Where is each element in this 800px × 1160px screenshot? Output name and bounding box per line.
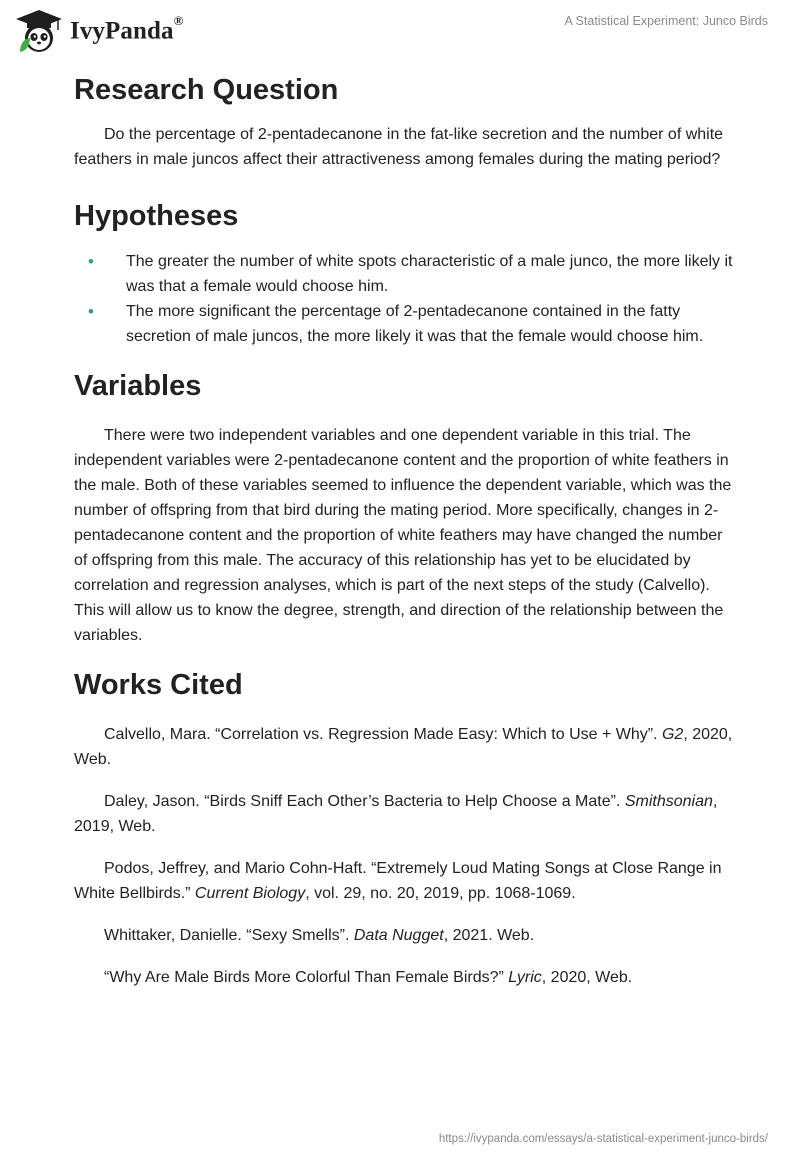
citation-list — [74, 722, 734, 990]
source-url-link[interactable]: https://ivypanda.com/essays/a-statistical-experiment-junco-birds/ — [438, 1133, 768, 1145]
citation-entry: Whittaker, Danielle. “Sexy Smells”. Data Nugget, 2021. Web. — [104, 927, 535, 944]
brand-name: IvyPanda® — [70, 12, 184, 45]
document-title: A Statistical Experiment: Junco Birds — [564, 14, 768, 28]
paragraph: Do the percentage of 2-pentadecanone in the fat-like secretion and the number of white feathers in male juncos affect their attractiveness among females during the mating period? — [74, 126, 724, 168]
section-heading: Variables — [74, 370, 202, 402]
research-question-section — [74, 70, 734, 172]
works-cited-section — [74, 665, 734, 990]
citation-entry: Calvello, Mara. “Correlation vs. Regression Made Easy: Which to Use + Why”. G2, 2020, Web. — [74, 726, 733, 768]
citation-entry: “Why Are Male Birds More Colorful Than Female Birds?” Lyric, 2020, Web. — [104, 969, 633, 986]
panda-graduate-icon — [14, 8, 64, 54]
section-heading: Works Cited — [74, 669, 243, 701]
variables-section — [74, 366, 734, 648]
section-heading: Hypotheses — [74, 200, 239, 232]
brand-logo[interactable] — [14, 8, 183, 54]
citation-entry: Podos, Jeffrey, and Mario Cohn-Haft. “Extremely Loud Mating Songs at Close Range in White Bellbirds.” Current Biology, vol. 29, no. 20, 2019, pp. 1068-1069. — [74, 860, 722, 902]
list-item: • The greater the number of white spots characteristic of a male junco, the more likely it was that a female would choose him. — [74, 249, 734, 299]
page-header — [0, 0, 800, 62]
essay-content — [74, 70, 734, 990]
citation-entry: Daley, Jason. “Birds Sniff Each Other’s Bacteria to Help Choose a Mate”. Smithsonian, 2019, Web. — [74, 793, 718, 835]
bullet-icon: • — [88, 252, 94, 271]
list-item: • The more significant the percentage of 2-pentadecanone contained in the fatty secretion of male juncos, the more likely it was that the female would choose him. — [74, 299, 734, 349]
hypotheses-section — [74, 196, 734, 349]
paragraph: There were two independent variables and one dependent variable in this trial. The independent variables were 2-pentadecanone content and the proportion of white feathers in the male. Both of these variables seemed to influence the dependent variable, which was the number of offspring from that bird during the mating period. More specifically, changes in 2-pentadecanone content and the proportion of white feathers may have changed the number of offspring from this male. The accuracy of this relationship has yet to be elucidated by correlation and regression analyses, which is part of the next steps of the study (Calvello). This will allow us to know the degree, strength, and direction of the relationship between the variables. — [74, 427, 732, 644]
hypotheses-list — [74, 249, 734, 349]
bullet-icon: • — [88, 302, 94, 321]
section-heading: Research Question — [74, 74, 339, 106]
